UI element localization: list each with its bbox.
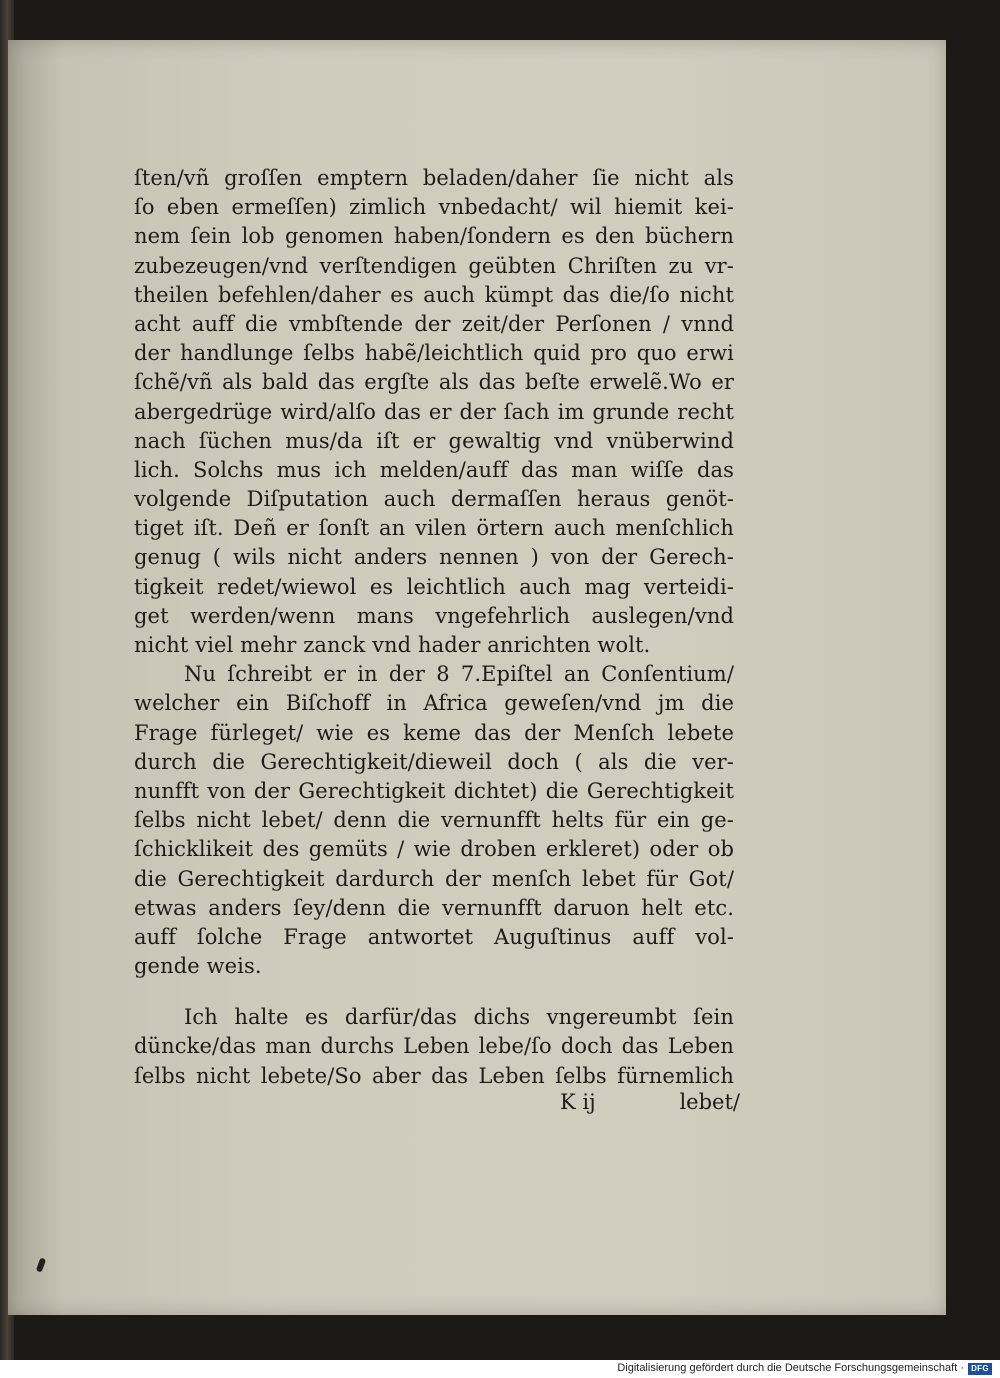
- paragraph-gap: [134, 981, 734, 1003]
- text-line: durch die Gerechtigkeit/dieweil doch ( als die ver-: [134, 749, 734, 774]
- signature-line: [560, 1090, 740, 1114]
- text-line: ſten/vñ groſſen emptern beladen/daher ſie nicht als: [134, 166, 734, 190]
- text-line: ſelbs nicht lebete/So aber das Leben ſelbs fürnemlich: [134, 1063, 734, 1088]
- text-line: volgende Diſputation auch dermaſſen heraus genöt-: [134, 487, 734, 512]
- text-line: tiget iſt. Deñ er ſonſt an vilen örtern auch menſchlich: [134, 516, 734, 541]
- text-line: welcher ein Biſchoff in Africa geweſen/vnd jm die: [134, 691, 734, 716]
- text-line: Ich halte es darfür/das dichs vngereumbt ſein: [184, 1005, 734, 1030]
- text-line: acht auff die vmbſtende der zeit/der Perſonen / vnnd: [134, 311, 734, 336]
- catchword: lebet/: [679, 1090, 740, 1114]
- funding-credit: Digitalisierung gefördert durch die Deutsche Forschungsgemeinschaft ·: [617, 1362, 964, 1374]
- text-line: nunfft von der Gerechtigkeit dichtet) die Gerechtigkeit: [134, 778, 734, 803]
- text-line: nicht viel mehr zanck vnd hader anrichten wolt.: [134, 633, 651, 657]
- ink-spot: [36, 1257, 46, 1272]
- text-line: die Gerechtigkeit dardurch der menſch lebet für Got/: [134, 866, 734, 891]
- text-line: Frage fürleget/ wie es keme das der Menſch lebete: [134, 720, 734, 745]
- book-page: [8, 40, 946, 1315]
- text-line: ſchicklikeit des gemüts / wie droben erkleret) oder ob: [134, 837, 734, 862]
- text-line: Nu ſchreibt er in der 8 7.Epiſtel an Conſentium/: [184, 662, 734, 687]
- text-line: etwas anders ſey/denn die vernunfft daruon helt etc.: [134, 895, 734, 920]
- text-line: ſo eben ermeſſen) zimlich vnbedacht/ wil hiemit kei-: [134, 195, 734, 220]
- text-line: genug ( wils nicht anders nennen ) von der Gerech-: [134, 545, 734, 570]
- text-line: gende weis.: [134, 954, 262, 979]
- text-line: nach ſüchen mus/da iſt er gewaltig vnd vnüberwind: [134, 428, 734, 453]
- text-line: get werden/wenn mans vngefehrlich auslegen/vnd: [134, 603, 734, 628]
- footer-bar: [0, 1360, 1000, 1378]
- text-line: ſchẽ/vñ als bald das ergſte als das beſte erwelẽ.Wo er: [134, 370, 734, 395]
- page-text: [134, 164, 734, 1091]
- text-line: der handlunge ſelbs habẽ/leichtlich quid pro quo erwi: [134, 341, 734, 366]
- text-line: zubezeugen/vnd verſtendigen geübten Chriſten zu vr-: [134, 253, 734, 278]
- text-line: nem ſein lob genomen haben/ſondern es den büchern: [134, 224, 734, 249]
- text-line: düncke/das man durchs Leben lebe/ſo doch das Leben: [134, 1034, 734, 1059]
- text-line: abergedrüge wird/alſo das er der ſach im grunde recht: [134, 399, 734, 424]
- text-line: auff ſolche Frage antwortet Auguſtinus auff vol-: [134, 924, 734, 949]
- signature-mark: K ij: [560, 1090, 596, 1114]
- text-line: lich. Solchs mus ich melden/auff das man wiſſe das: [134, 457, 734, 482]
- text-line: ſelbs nicht lebet/ denn die vernunfft helts für ein ge-: [134, 808, 734, 833]
- text-line: theilen befehlen/daher es auch kümpt das die/ſo nicht: [134, 282, 734, 307]
- dfg-logo-icon: DFG: [968, 1363, 992, 1375]
- text-line: tigkeit redet/wiewol es leichtlich auch mag verteidi-: [134, 574, 734, 599]
